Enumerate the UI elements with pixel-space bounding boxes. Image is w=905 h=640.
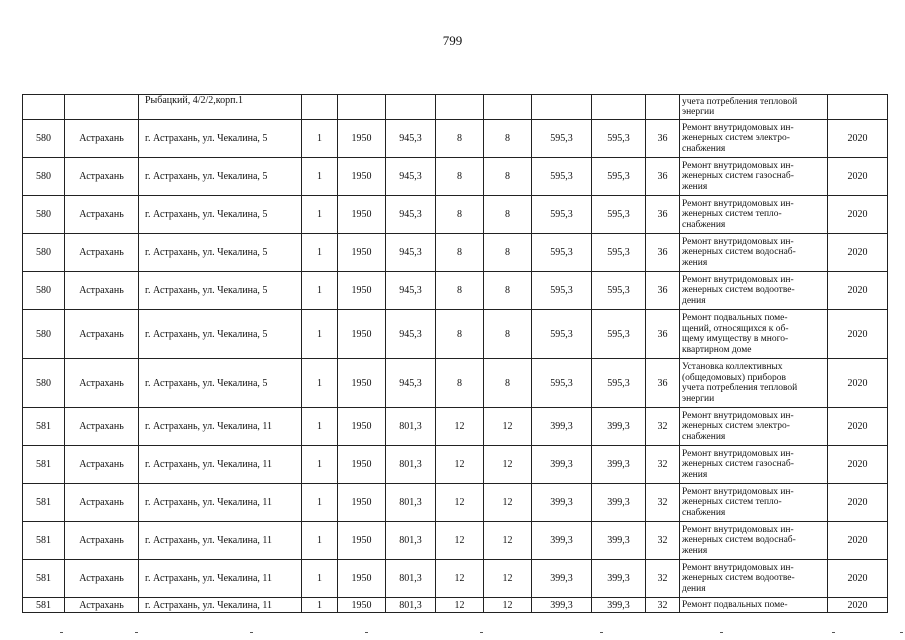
cell-address: г. Астрахань, ул. Чекалина, 11 <box>139 484 302 522</box>
cell-area: 945,3 <box>386 310 436 359</box>
cell-c11: 36 <box>646 158 680 196</box>
cell-address: г. Астрахань, ул. Чекалина, 5 <box>139 310 302 359</box>
cell-address: г. Астрахань, ул. Чекалина, 5 <box>139 120 302 158</box>
cell-area: 945,3 <box>386 272 436 310</box>
cell-c11: 36 <box>646 120 680 158</box>
cell-c9: 399,3 <box>532 408 592 446</box>
cell-year: 1950 <box>338 408 386 446</box>
cell-c9: 595,3 <box>532 234 592 272</box>
table-row <box>23 272 888 310</box>
table-row-continued <box>23 95 888 120</box>
cell-plan-year: 2020 <box>828 158 888 196</box>
cell-city: Астрахань <box>65 408 139 446</box>
cell-city: Астрахань <box>65 120 139 158</box>
table-row <box>23 196 888 234</box>
cell-num: 581 <box>23 560 65 598</box>
cell-c10: 595,3 <box>592 158 646 196</box>
cell-year: 1950 <box>338 560 386 598</box>
cell-year: 1950 <box>338 196 386 234</box>
cell-c7: 12 <box>436 560 484 598</box>
cell-c9: 595,3 <box>532 272 592 310</box>
cell-c7: 12 <box>436 446 484 484</box>
cell-city: Астрахань <box>65 158 139 196</box>
cell-c8: 12 <box>484 522 532 560</box>
cell-area: 945,3 <box>386 359 436 408</box>
cell-c7: 8 <box>436 158 484 196</box>
cell-work: Ремонт подвальных поме- <box>680 598 828 613</box>
cell-c7: 12 <box>436 408 484 446</box>
cell-plan-year: 2020 <box>828 446 888 484</box>
cell-c7: 12 <box>436 484 484 522</box>
cell-c10: 399,3 <box>592 560 646 598</box>
table-row <box>23 234 888 272</box>
cell-work: Ремонт внутридомовых ин- женерных систем электро- снабжения <box>680 408 828 446</box>
cell-num: 581 <box>23 446 65 484</box>
cell-c9: 595,3 <box>532 158 592 196</box>
scan-dot <box>365 632 368 633</box>
cell-plan-year <box>828 95 888 120</box>
cell-year <box>338 95 386 120</box>
cell-c10: 399,3 <box>592 408 646 446</box>
cell-c10 <box>592 95 646 120</box>
cell-address: г. Астрахань, ул. Чекалина, 5 <box>139 158 302 196</box>
cell-city: Астрахань <box>65 234 139 272</box>
cell-c9: 399,3 <box>532 446 592 484</box>
cell-c11: 36 <box>646 310 680 359</box>
cell-num: 580 <box>23 359 65 408</box>
cell-address: г. Астрахань, ул. Чекалина, 5 <box>139 272 302 310</box>
cell-c9: 399,3 <box>532 598 592 613</box>
cell-address: г. Астрахань, ул. Чекалина, 11 <box>139 522 302 560</box>
cell-c9: 595,3 <box>532 196 592 234</box>
cell-c7: 8 <box>436 120 484 158</box>
cell-year: 1950 <box>338 359 386 408</box>
cell-c11: 36 <box>646 359 680 408</box>
cell-c4: 1 <box>302 158 338 196</box>
table-row <box>23 560 888 598</box>
cell-c4: 1 <box>302 484 338 522</box>
table-row <box>23 522 888 560</box>
table-row <box>23 408 888 446</box>
cell-c4: 1 <box>302 408 338 446</box>
cell-c10: 399,3 <box>592 446 646 484</box>
cell-plan-year: 2020 <box>828 484 888 522</box>
cell-area: 801,3 <box>386 446 436 484</box>
cell-c7 <box>436 95 484 120</box>
table-row <box>23 310 888 359</box>
cell-c8: 8 <box>484 234 532 272</box>
cell-c11: 32 <box>646 598 680 613</box>
cell-num: 581 <box>23 484 65 522</box>
scan-dot <box>60 632 63 633</box>
cell-work: Ремонт внутридомовых ин- женерных систем газоснаб- жения <box>680 158 828 196</box>
cell-c10: 595,3 <box>592 234 646 272</box>
table-row <box>23 359 888 408</box>
cell-c8: 8 <box>484 310 532 359</box>
cell-c7: 12 <box>436 522 484 560</box>
scan-edge-dots <box>0 632 905 638</box>
cell-work: Ремонт внутридомовых ин- женерных систем водоотве- дения <box>680 272 828 310</box>
cell-c7: 8 <box>436 234 484 272</box>
cell-c7: 8 <box>436 272 484 310</box>
cell-c8: 8 <box>484 272 532 310</box>
cell-c8: 12 <box>484 560 532 598</box>
cell-c8: 8 <box>484 196 532 234</box>
cell-work: Ремонт внутридомовых ин- женерных систем электро- снабжения <box>680 120 828 158</box>
cell-c4: 1 <box>302 120 338 158</box>
cell-work: учета потребления тепловой энергии <box>680 95 828 120</box>
cell-plan-year: 2020 <box>828 359 888 408</box>
data-table <box>22 94 888 613</box>
cell-num: 580 <box>23 120 65 158</box>
cell-year: 1950 <box>338 446 386 484</box>
cell-c11: 36 <box>646 234 680 272</box>
page-number: 799 <box>442 33 463 48</box>
cell-plan-year: 2020 <box>828 408 888 446</box>
cell-c10: 595,3 <box>592 310 646 359</box>
cell-num: 580 <box>23 196 65 234</box>
cell-c4: 1 <box>302 446 338 484</box>
cell-num: 580 <box>23 158 65 196</box>
cell-c10: 595,3 <box>592 196 646 234</box>
cell-plan-year: 2020 <box>828 120 888 158</box>
cell-year: 1950 <box>338 522 386 560</box>
cell-area: 945,3 <box>386 120 436 158</box>
cell-address: г. Астрахань, ул. Чекалина, 11 <box>139 598 302 613</box>
cell-year: 1950 <box>338 120 386 158</box>
scan-dot <box>250 632 253 633</box>
cell-c7: 8 <box>436 196 484 234</box>
cell-c4 <box>302 95 338 120</box>
cell-c11: 32 <box>646 408 680 446</box>
cell-c8: 12 <box>484 408 532 446</box>
cell-num: 580 <box>23 310 65 359</box>
cell-area: 945,3 <box>386 158 436 196</box>
cell-c4: 1 <box>302 272 338 310</box>
cell-c9: 595,3 <box>532 120 592 158</box>
cell-city: Астрахань <box>65 359 139 408</box>
scan-dot <box>900 632 903 633</box>
cell-c4: 1 <box>302 560 338 598</box>
scan-dot <box>135 632 138 633</box>
cell-num: 581 <box>23 408 65 446</box>
cell-c7: 12 <box>436 598 484 613</box>
cell-c8: 8 <box>484 158 532 196</box>
cell-c4: 1 <box>302 598 338 613</box>
cell-work: Ремонт внутридомовых ин- женерных систем тепло- снабжения <box>680 484 828 522</box>
cell-city: Астрахань <box>65 446 139 484</box>
cell-c4: 1 <box>302 310 338 359</box>
cell-c8: 12 <box>484 484 532 522</box>
cell-c9: 595,3 <box>532 359 592 408</box>
cell-area: 801,3 <box>386 560 436 598</box>
cell-city: Астрахань <box>65 196 139 234</box>
cell-plan-year: 2020 <box>828 234 888 272</box>
cell-c11: 32 <box>646 560 680 598</box>
cell-c9: 399,3 <box>532 560 592 598</box>
cell-c11: 32 <box>646 484 680 522</box>
cell-c4: 1 <box>302 234 338 272</box>
cell-num: 580 <box>23 234 65 272</box>
cell-c11: 32 <box>646 446 680 484</box>
cell-address: г. Астрахань, ул. Чекалина, 11 <box>139 446 302 484</box>
cell-work: Ремонт внутридомовых ин- женерных систем водоотве- дения <box>680 560 828 598</box>
scan-dot <box>600 632 603 633</box>
cell-address: г. Астрахань, ул. Чекалина, 11 <box>139 408 302 446</box>
cell-year: 1950 <box>338 598 386 613</box>
cell-area: 801,3 <box>386 408 436 446</box>
cell-work: Ремонт внутридомовых ин- женерных систем газоснаб- жения <box>680 446 828 484</box>
cell-c10: 399,3 <box>592 484 646 522</box>
cell-year: 1950 <box>338 272 386 310</box>
cell-work: Ремонт внутридомовых ин- женерных систем тепло- снабжения <box>680 196 828 234</box>
cell-c8: 12 <box>484 446 532 484</box>
cell-num <box>23 95 65 120</box>
cell-plan-year: 2020 <box>828 522 888 560</box>
table-row <box>23 598 888 613</box>
cell-c11: 36 <box>646 272 680 310</box>
cell-c9: 399,3 <box>532 522 592 560</box>
cell-plan-year: 2020 <box>828 310 888 359</box>
cell-work: Ремонт внутридомовых ин- женерных систем водоснаб- жения <box>680 522 828 560</box>
cell-area <box>386 95 436 120</box>
cell-plan-year: 2020 <box>828 196 888 234</box>
cell-year: 1950 <box>338 310 386 359</box>
cell-c11: 36 <box>646 196 680 234</box>
cell-year: 1950 <box>338 158 386 196</box>
cell-work: Установка коллективных (общедомовых) приборов учета потребления тепловой энергии <box>680 359 828 408</box>
table-row <box>23 120 888 158</box>
scan-dot <box>832 632 835 633</box>
cell-city: Астрахань <box>65 560 139 598</box>
cell-year: 1950 <box>338 484 386 522</box>
cell-address: г. Астрахань, ул. Чекалина, 5 <box>139 234 302 272</box>
cell-area: 945,3 <box>386 234 436 272</box>
cell-c4: 1 <box>302 196 338 234</box>
cell-c9: 595,3 <box>532 310 592 359</box>
cell-num: 580 <box>23 272 65 310</box>
cell-city: Астрахань <box>65 272 139 310</box>
cell-address: г. Астрахань, ул. Чекалина, 11 <box>139 560 302 598</box>
cell-c8: 12 <box>484 598 532 613</box>
cell-c9: 399,3 <box>532 484 592 522</box>
cell-c8: 8 <box>484 359 532 408</box>
cell-c10: 399,3 <box>592 598 646 613</box>
cell-city: Астрахань <box>65 484 139 522</box>
cell-c11: 32 <box>646 522 680 560</box>
table-row <box>23 484 888 522</box>
cell-c4: 1 <box>302 359 338 408</box>
scan-dot <box>720 632 723 633</box>
cell-work: Ремонт подвальных поме- щений, относящихся к об- щему имуществу в много- квартирном доме <box>680 310 828 359</box>
cell-c11 <box>646 95 680 120</box>
cell-plan-year: 2020 <box>828 598 888 613</box>
table-row <box>23 158 888 196</box>
cell-area: 801,3 <box>386 484 436 522</box>
cell-area: 801,3 <box>386 598 436 613</box>
cell-address: г. Астрахань, ул. Чекалина, 5 <box>139 359 302 408</box>
cell-area: 801,3 <box>386 522 436 560</box>
table-row <box>23 446 888 484</box>
cell-num: 581 <box>23 598 65 613</box>
cell-c10: 595,3 <box>592 359 646 408</box>
cell-area: 945,3 <box>386 196 436 234</box>
cell-c7: 8 <box>436 359 484 408</box>
cell-c9 <box>532 95 592 120</box>
cell-c7: 8 <box>436 310 484 359</box>
cell-num: 581 <box>23 522 65 560</box>
cell-address: Рыбацкий, 4/2/2,корп.1 <box>139 95 302 120</box>
cell-work: Ремонт внутридомовых ин- женерных систем водоснаб- жения <box>680 234 828 272</box>
cell-c10: 595,3 <box>592 272 646 310</box>
cell-city <box>65 95 139 120</box>
cell-c10: 399,3 <box>592 522 646 560</box>
cell-c8: 8 <box>484 120 532 158</box>
cell-address: г. Астрахань, ул. Чекалина, 5 <box>139 196 302 234</box>
scan-dot <box>480 632 483 633</box>
cell-city: Астрахань <box>65 598 139 613</box>
cell-city: Астрахань <box>65 310 139 359</box>
cell-c8 <box>484 95 532 120</box>
cell-plan-year: 2020 <box>828 272 888 310</box>
cell-c10: 595,3 <box>592 120 646 158</box>
cell-year: 1950 <box>338 234 386 272</box>
cell-plan-year: 2020 <box>828 560 888 598</box>
cell-city: Астрахань <box>65 522 139 560</box>
cell-c4: 1 <box>302 522 338 560</box>
